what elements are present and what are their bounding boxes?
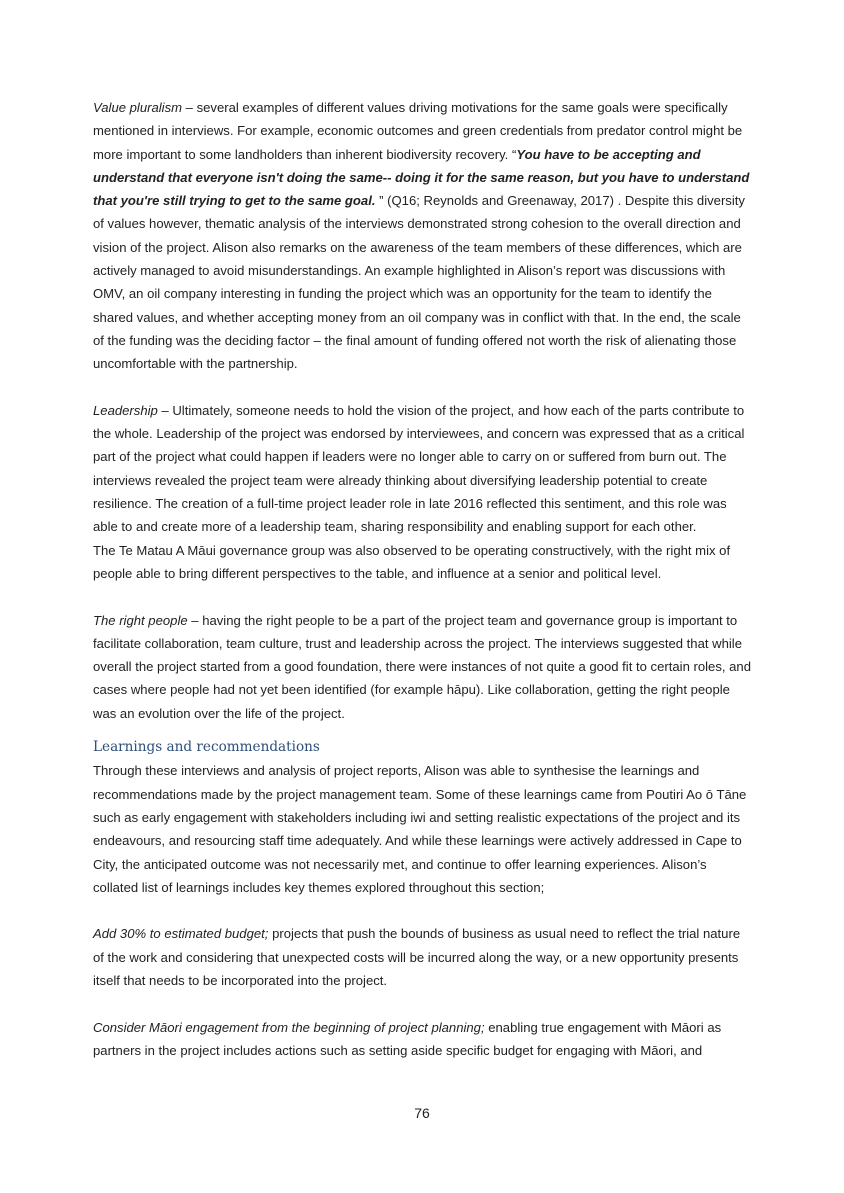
paragraph-budget	[93, 922, 753, 992]
paragraph-text: – having the right people to be a part of the project team and governance group is important to facilitate collaboration, team culture, trust and leadership across the project. The interviews suggested that while overall the project started from a good foundation, there were instances of not quite a good fit to certain roles, and cases where people had not yet been identified (for example hāpu). Like collaboration, getting the right people was an evolution over the life of the project.	[93, 612, 751, 721]
paragraph-governance: The Te Matau A Māui governance group was also observed to be operating constructively, with the right mix of people able to bring different perspectives to the table, and influence at a senior and political level.	[93, 542, 731, 581]
section-heading: Learnings and recommendations	[93, 739, 320, 756]
paragraph-text: projects that push the bounds of business as usual need to reflect the trial nature of the work and considering that unexpected costs will be incurred along the way, or a new opportunity presents itself that needs to be incorporated into the project.	[93, 926, 741, 988]
paragraph-value-pluralism	[93, 96, 753, 376]
page-number: 76	[414, 1105, 430, 1121]
paragraph-text: – Ultimately, someone needs to hold the vision of the project, and how each of the parts contribute to the whole. Leadership of the project was endorsed by interviewees, and concern was expressed that as a critical part of the project what could happen if leaders were no longer able to carry on or suffered from burn out. The interviews revealed the project team were already thinking about diversifying leadership potential to create resilience. The creation of a full-time project leader role in late 2016 reflected this sentiment, and this role was able to and create more of a leadership team, sharing responsibility and enabling support for each other.	[93, 402, 745, 535]
paragraph-maori-engagement	[93, 1016, 753, 1063]
paragraph-text: – several examples of different values driving motivations for the same goals were specifically mentioned in interviews. For example, economic outcomes and green credentials from predator control might be more important to some landholders than inherent biodiversity recovery. “	[93, 100, 743, 162]
paragraph-text: ” (Q16; Reynolds and Greenaway, 2017) . Despite this diversity of values however, thematic analysis of the interviews demonstrated strong cohesion to the overall direction and vision of the project. Alison also remarks on the awareness of the team members of these differences, which are actively managed to avoid misunderstandings. An example highlighted in Alison’s report was discussions with OMV, an oil company interesting in funding the project which was an opportunity for the team to identify the shared values, and whether accepting money from an oil company was in conflict with that. In the end, the scale of the funding was the deciding factor – the final amount of funding offered not worth the risk of alienating those uncomfortable with the partnership.	[93, 193, 745, 372]
lead-term: The right people	[93, 612, 188, 628]
paragraph-right-people	[93, 609, 753, 725]
document-body	[93, 96, 753, 1062]
lead-term: Add 30% to estimated budget;	[93, 926, 269, 942]
lead-term: Consider Māori engagement from the beginning of project planning;	[93, 1019, 485, 1035]
interview-quote: You have to be accepting and understand that everyone isn't doing the same-- doing it for the same reason, but you have to understand that you're still trying to get to the same goal.	[93, 146, 750, 209]
paragraph-text: enabling true engagement with Māori as partners in the project includes actions such as setting aside specific budget for engaging with Māori, and	[93, 1019, 722, 1058]
lead-term: Value pluralism	[93, 100, 183, 115]
paragraph-learnings: Through these interviews and analysis of project reports, Alison was able to synthesise the learnings and recommendations made by the project management team. Some of these learnings came from Poutiri Ao ō Tāne such as early engagement with stakeholders including iwi and setting realistic expectations of the project and its endeavours, and resourcing staff time adequately. And while these learnings were actively addressed in Cape to City, the anticipated outcome was not necessarily met, and continue to offer learning experiences. Alison’s collated list of learnings includes key themes explored throughout this section;	[93, 763, 747, 895]
lead-term: Leadership	[93, 402, 158, 418]
paragraph-leadership	[93, 399, 753, 539]
